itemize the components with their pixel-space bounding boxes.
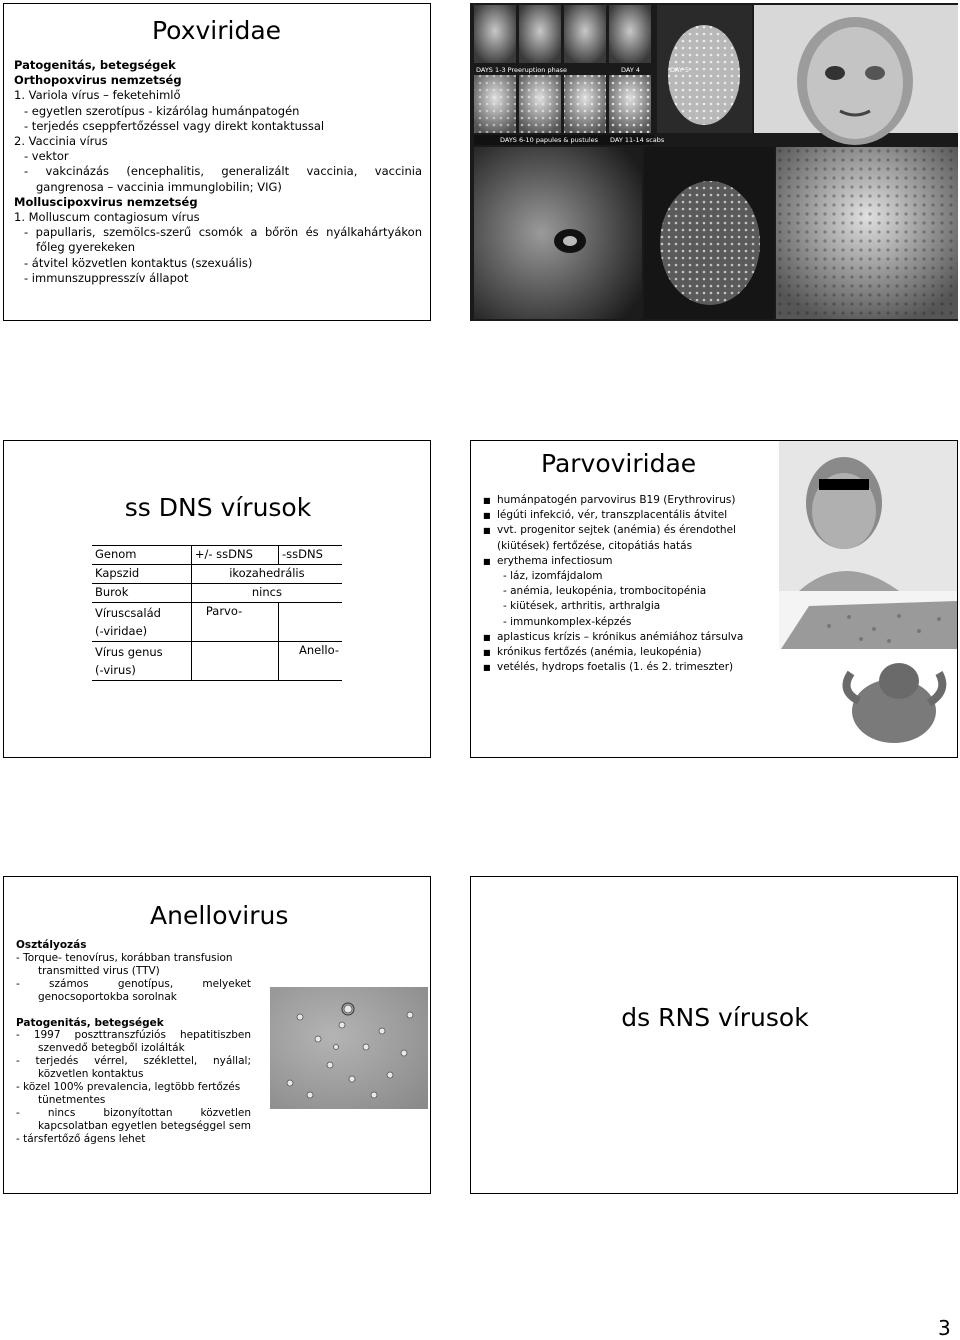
cell-line: Vírus genus	[95, 645, 163, 659]
slide-ssdns	[3, 440, 431, 758]
bullet-list	[483, 493, 773, 675]
heading: Orthopoxvirus nemzetség	[14, 73, 182, 88]
table-cell: Genom	[92, 546, 191, 565]
list-item: ■ krónikus fertőzés (anémia, leukopénia)	[483, 645, 773, 660]
table-row	[92, 565, 342, 584]
text-line: közvetlen kontaktus	[38, 1068, 144, 1081]
table-row	[92, 546, 342, 565]
text-line: - egyetlen szerotípus - kizárólag humánpatogén	[24, 103, 300, 118]
heading: Osztályozás	[16, 939, 87, 951]
list-item: ■ légúti infekció, vér, transzplacentális átvitel	[483, 508, 773, 523]
text-line: - papullaris, szemölcs-szerű csomók a bőrön és nyálkahártyákon	[24, 225, 422, 240]
list-item: - láz, izomfájdalom	[503, 570, 603, 583]
slide-body	[16, 939, 251, 1146]
text-line: - számos genotípus, melyeket	[16, 977, 251, 990]
text-line: - terjedés vérrel, széklettel, nyállal;	[16, 1055, 251, 1068]
table-cell: +/- ssDNS	[191, 546, 278, 565]
text-line: - terjedés cseppfertőzéssel vagy direkt kontaktussal	[24, 118, 325, 133]
page-number: 3	[938, 1316, 951, 1340]
table-cell	[92, 642, 191, 681]
table-cell	[92, 603, 191, 642]
bullet-icon: ■	[483, 632, 491, 642]
table-row	[92, 584, 342, 603]
table-row	[92, 603, 342, 642]
slide-parvoviridae	[470, 440, 958, 758]
bullet-icon: ■	[483, 511, 491, 521]
text-line: genocsoportokba sorolnak	[38, 990, 177, 1003]
list-item: - immunkomplex-képzés	[503, 615, 632, 628]
slide-title: ds RNS vírusok	[621, 1003, 809, 1032]
photo-label: DAY 5	[670, 66, 690, 74]
text-line: főleg gyerekeken	[36, 240, 135, 255]
table-row	[92, 642, 342, 681]
slide-title: Anellovirus	[150, 901, 289, 930]
list-item: ■ vvt. progenitor sejtek (anémia) és érendothel	[483, 523, 773, 538]
slide-body	[14, 58, 422, 286]
table-cell: nincs	[191, 584, 342, 603]
photo-label: DAY 4	[621, 66, 641, 74]
bullet-icon: ■	[483, 526, 491, 536]
text-line: 1. Variola vírus – feketehimlő	[14, 88, 181, 103]
heading: Patogenitás, betegségek	[16, 1016, 164, 1029]
smallpox-stages-photo	[470, 3, 958, 321]
slide-dsrns	[470, 876, 958, 1194]
list-item: ■ vetélés, hydrops foetalis (1. és 2. trimeszter)	[483, 660, 773, 675]
slide-pox-photos	[470, 3, 958, 321]
text-line: gangrenosa – vaccinia immunglobilin; VIG)	[36, 179, 282, 194]
list-item: - anémia, leukopénia, trombocitopénia	[503, 585, 707, 598]
text-line: - immunszuppresszív állapot	[24, 270, 189, 285]
photo-label: DAYS 1-3 Preeruption phase	[476, 66, 568, 74]
text-line: - vakcinázás (encephalitis, generalizált vaccinia, vaccinia	[24, 164, 422, 179]
heading: Patogenitás, betegségek	[14, 58, 176, 72]
slide-title: ss DNS vírusok	[124, 493, 312, 522]
table-cell: Kapszid	[92, 565, 191, 584]
slide-poxviridae	[3, 3, 431, 321]
text-line: - vektor	[24, 149, 69, 164]
list-item: - kiütések, arthritis, arthralgia	[503, 600, 661, 613]
virus-table	[92, 545, 342, 681]
table-cell: -ssDNS	[279, 546, 342, 565]
photo-label: DAYS 6-10 papules & pustules	[500, 136, 599, 144]
child-photo	[779, 441, 957, 758]
table-cell: Parvo-	[191, 603, 278, 642]
text-line: - társfertőző ágens lehet	[16, 1132, 146, 1145]
table-cell	[191, 642, 278, 681]
text-line: kapcsolatban egyetlen betegséggel sem	[38, 1119, 252, 1132]
photo-label: DAY 11-14 scabs	[610, 136, 665, 144]
slide-title: Poxviridae	[152, 16, 282, 45]
text-line: szenvedő betegből izolálták	[38, 1042, 185, 1055]
cell-line: (-viridae)	[95, 624, 148, 638]
bullet-icon: ■	[483, 556, 491, 566]
table-cell: ikozahedrális	[191, 565, 342, 584]
table-cell: Anello-	[279, 642, 342, 681]
electron-micrograph-image	[270, 987, 428, 1109]
list-item: ■ aplasticus krízis – krónikus anémiához társulva	[483, 630, 773, 645]
text-line: - átvitel közvetlen kontaktus (szexuális)	[24, 255, 253, 270]
bullet-icon: ■	[483, 663, 491, 673]
cell-line: Víruscsalád	[95, 606, 161, 620]
text-line: - nincs bizonyítottan közvetlen	[16, 1106, 251, 1119]
text-line: - közel 100% prevalencia, legtöbb fertőzés	[16, 1081, 241, 1094]
list-item: ■ erythema infectiosum	[483, 554, 773, 569]
text-line: - Torque- tenovírus, korábban transfusion	[16, 951, 233, 964]
list-item: ■ humánpatogén parvovirus B19 (Erythrovirus)	[483, 493, 773, 508]
spacer	[16, 1004, 251, 1017]
list-item: (kiütések) fertőzése, citopátiás hatás	[497, 539, 693, 552]
text-line: 1. Molluscum contagiosum vírus	[14, 210, 200, 225]
bullet-icon: ■	[483, 648, 491, 658]
table-cell: Burok	[92, 584, 191, 603]
text-line: tünetmentes	[38, 1093, 106, 1106]
text-line: - 1997 poszttranszfúziós hepatitiszben	[16, 1029, 251, 1042]
text-line: 2. Vaccinia vírus	[14, 134, 108, 149]
table-cell	[279, 603, 342, 642]
heading: Molluscipoxvirus nemzetség	[14, 194, 198, 209]
slide-title: Parvoviridae	[541, 449, 697, 478]
bullet-icon: ■	[483, 496, 491, 505]
cell-line: (-virus)	[95, 663, 136, 677]
slide-anellovirus	[3, 876, 431, 1194]
text-line: transmitted virus (TTV)	[38, 964, 160, 977]
